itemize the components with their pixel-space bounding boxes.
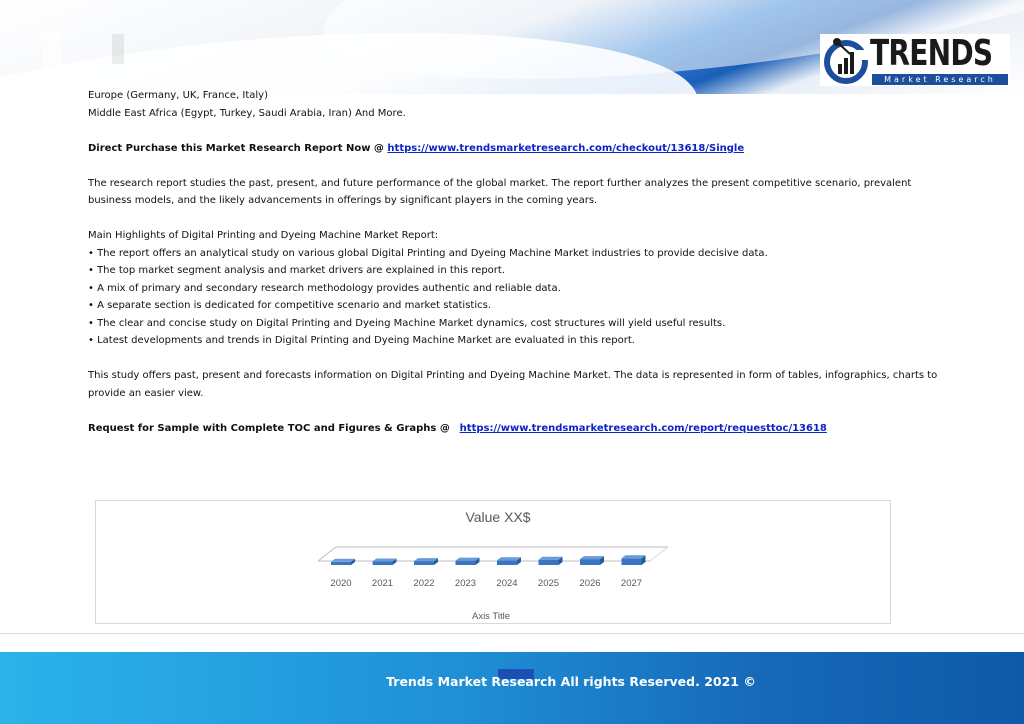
chart-bar-2025 <box>539 560 559 565</box>
highlight-item: • A separate section is dedicated for competitive scenario and market statistics. <box>88 300 491 311</box>
chart-bar-top-2026 <box>580 556 604 559</box>
chart-bar-top-2023 <box>456 558 480 561</box>
region-line: Middle East Africa (Egypt, Turkey, Saudi Arabia, Iran) And More. <box>88 107 406 119</box>
logo-chart-icon <box>824 36 870 84</box>
highlight-item: • The clear and concise study on Digital Printing and Dyeing Machine Market dynamics, cost structures will yield useful results. <box>88 317 726 329</box>
research-paragraph: The research report studies the past, present, and future performance of the global market. The report further analyzes the present competitive scenario, prevalent business models, and the likely advancements in offerings by significant players in the coming years. <box>88 177 912 206</box>
highlight-item: • The report offers an analytical study on various global Digital Printing and Dyeing Machine Market industries to provide decisive data. <box>88 247 768 259</box>
chart-bar-2023 <box>456 561 476 565</box>
chart-bar-top-2020 <box>331 559 355 562</box>
purchase-line <box>88 140 948 158</box>
logo-wordmark: TRENDS <box>870 33 993 74</box>
chart-bars <box>331 555 646 565</box>
chart-floor <box>318 547 668 561</box>
region-line: Europe (Germany, UK, France, Italy) <box>88 90 269 101</box>
chart-tick-label: 2022 <box>413 578 435 589</box>
footer-copyright: Trends Market Research All rights Reserved. 2021 © <box>386 674 756 689</box>
chart-x-axis-title: Axis Title <box>471 611 511 622</box>
logo-tagline: Market Research <box>872 74 1008 85</box>
chart-tick-label: 2027 <box>620 578 643 589</box>
footer-bar <box>0 652 1024 724</box>
trends-logo[interactable] <box>820 34 1010 86</box>
chart-tick-label: 2020 <box>330 578 352 589</box>
sample-link[interactable]: https://www.trendsmarketresearch.com/report/requesttoc/13618 <box>459 422 827 434</box>
chart-bar-top-2025 <box>539 557 563 560</box>
chart-tick-label: 2021 <box>371 578 394 589</box>
value-chart <box>95 500 891 624</box>
chart-ticks <box>330 578 642 589</box>
chart-bar-2022 <box>414 561 434 565</box>
chart-tick-label: 2026 <box>579 578 601 589</box>
report-content <box>88 87 948 437</box>
chart-bar-top-2021 <box>373 558 397 561</box>
banner-decoration <box>42 30 62 70</box>
chart-bar-2027 <box>622 558 642 565</box>
chart-title: Value XX$ <box>465 509 531 525</box>
banner-decoration <box>112 34 124 64</box>
highlight-item: • Latest developments and trends in Digital Printing and Dyeing Machine Market are evaluated in this report. <box>88 335 635 346</box>
highlight-item: • The top market segment analysis and market drivers are explained in this report. <box>88 265 505 276</box>
chart-floor <box>650 547 668 561</box>
highlights-title: Main Highlights of Digital Printing and Dyeing Machine Market Report: <box>88 230 439 241</box>
divider <box>0 633 1024 634</box>
chart-tick-label: 2024 <box>496 578 518 589</box>
chart-bar-top-2027 <box>622 555 646 558</box>
sample-label: Request for Sample with Complete TOC and Figures & Graphs @ <box>88 422 454 434</box>
chart-bar-2020 <box>331 562 351 565</box>
header-banner <box>0 0 1024 94</box>
chart-bar-top-2022 <box>414 558 438 561</box>
chart-tick-label: 2023 <box>454 578 477 589</box>
chart-bar-2021 <box>373 561 393 565</box>
purchase-link[interactable]: https://www.trendsmarketresearch.com/checkout/13618/Single <box>387 142 745 154</box>
chart-bar-2024 <box>497 560 517 565</box>
chart-bar-2026 <box>580 559 600 565</box>
chart-tick-label: 2025 <box>537 578 560 589</box>
highlight-item: • A mix of primary and secondary research methodology provides authentic and reliable data. <box>88 282 561 294</box>
chart-bar-top-2024 <box>497 557 521 560</box>
purchase-label: Direct Purchase this Market Research Report Now @ <box>88 142 388 154</box>
sample-line <box>88 420 948 438</box>
chart-canvas <box>96 501 890 623</box>
study-paragraph: This study offers past, present and forecasts information on Digital Printing and Dyeing Machine Market. The data is represented in form of tables, infographics, charts to provide an easier view. <box>88 370 938 399</box>
